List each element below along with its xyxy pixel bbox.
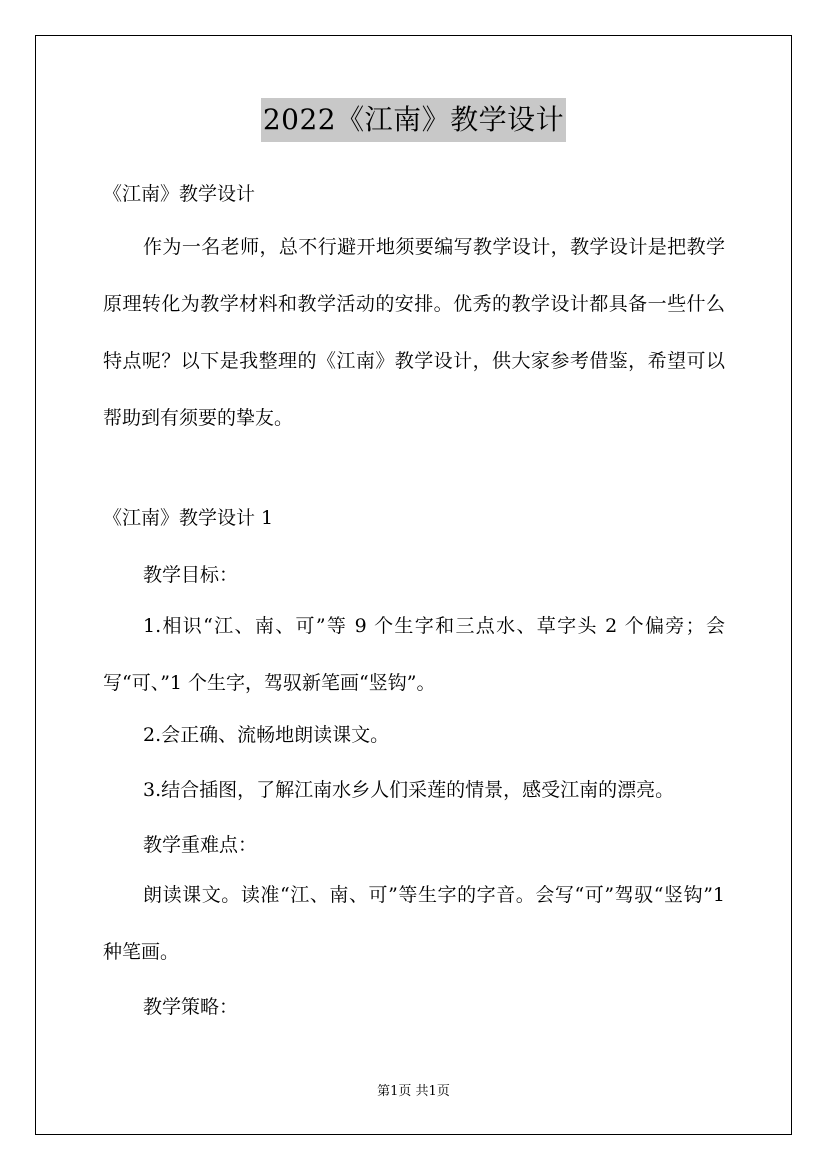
section-heading: 《江南》教学设计 1 xyxy=(103,507,274,529)
goals-label: 教学目标： xyxy=(143,564,239,586)
goal-2-text: 2.会正确、流畅地朗读课文。 xyxy=(143,724,390,746)
strategy-label: 教学策略： xyxy=(143,996,239,1018)
document-subtitle: 《江南》教学设计 xyxy=(103,183,256,205)
page-footer: 第1页 共1页 xyxy=(377,1084,450,1099)
title-container xyxy=(0,98,827,142)
intro-paragraph: 作为一名老师，总不行避开地须要编写教学设计，教学设计是把教学原理转化为教学材料和教学活动的安排。优秀的教学设计都具备一些什么特点呢？以下是我整理的《江南》教学设计，供大家参考借鉴，希望可以帮助到有须要的挚友。 xyxy=(103,236,725,429)
key-points-paragraph: 朗读课文。读准“江、南、可”等生字的字音。会写“可”驾驭“竖钩”1 种笔画。 xyxy=(103,884,725,963)
key-points-label: 教学重难点： xyxy=(143,834,258,856)
goal-1-paragraph: 1.相识“江、南、可”等 9 个生字和三点水、草字头 2 个偏旁；会写“可、”1 个生字，驾驭新笔画“竖钩”。 xyxy=(103,615,725,694)
goal-3-text: 3.结合插图，了解江南水乡人们采莲的情景，感受江南的漂亮。 xyxy=(143,779,675,801)
document-title: 2022《江南》教学设计 xyxy=(261,98,566,142)
